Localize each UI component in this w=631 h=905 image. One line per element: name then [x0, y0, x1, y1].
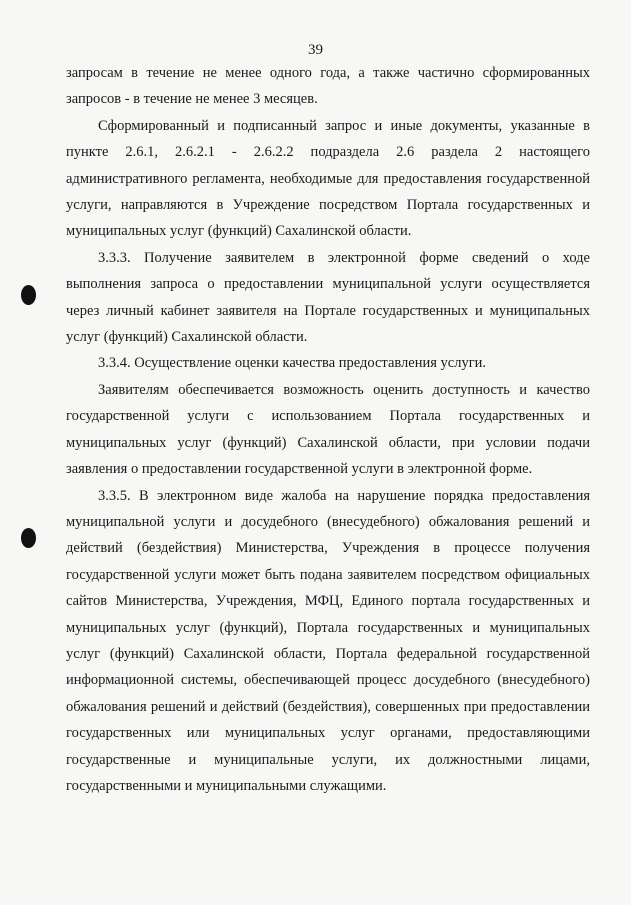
paragraph-continuation: запросам в течение не менее одного года, а также частично сформированных запросов - в течение не менее 3 месяцев. [66, 65, 590, 108]
paragraph-quality-assessment: Заявителям обеспечивается возможность оценить доступность и качество государственной услуги с использованием Портала государственных и муниципальных услуг (функций) Сахалинской области, при условии подачи заявления о предоставлении государственной услуги в электронной форме. [66, 381, 590, 478]
body-text [66, 60, 590, 799]
paragraph-signed-request: Сформированный и подписанный запрос и иные документы, указанные в пункте 2.6.1, 2.6.2.1 - 2.6.2.2 подраздела 2.6 раздела 2 настоящего административного регламента, необходимые для предоставления государственной услуги, направляются в Учреждение посредством Портала государственных и муниципальных услуг (функций) Сахалинской области. [66, 117, 590, 240]
page-number: 39 [308, 42, 323, 58]
punch-hole-mark [21, 285, 36, 305]
punch-hole-mark [21, 528, 36, 548]
paragraph-3-3-5: 3.3.5. В электронном виде жалоба на нарушение порядка предоставления муниципальной услуги и досудебного (внесудебного) обжалования решений и действий (бездействия) Министерства, Учреждения в процессе получения государственной услуги может быть подана заявителем посредством официальных сайтов Министерства, Учреждения, МФЦ, Единого портала государственных и муниципальных услуг (функций), Портала государственных и муниципальных услуг (функций) Сахалинской области, Портала федеральной государственной информационной системы, обеспечивающей процесс досудебного (внесудебного) обжалования решений и действий (бездействия), совершенных при предоставлении государственных или муниципальных услуг органами, предоставляющими государственные и муниципальные услуги, их должностными лицами, государственными и муниципальными служащими. [66, 487, 590, 794]
paragraph-3-3-4: 3.3.4. Осуществление оценки качества предоставления услуги. [98, 355, 487, 372]
paragraph-3-3-3: 3.3.3. Получение заявителем в электронной форме сведений о ходе выполнения запроса о предоставлении муниципальной услуги осуществляется через личный кабинет заявителя на Портале государственных и муниципальных услуг (функций) Сахалинской области. [66, 249, 590, 346]
